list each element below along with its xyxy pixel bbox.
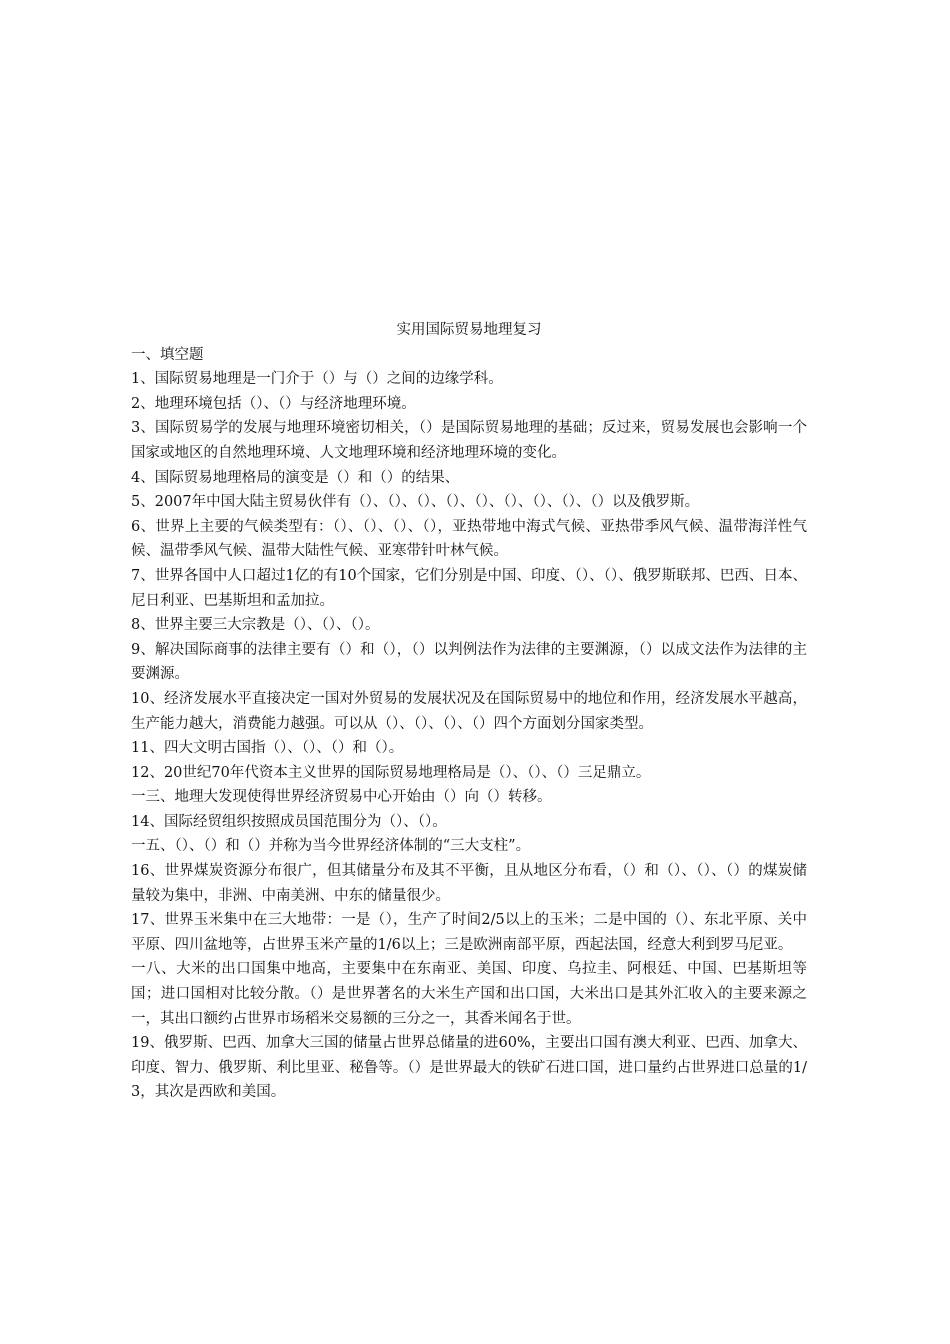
document-body	[131, 318, 807, 1105]
question-3: 3、国际贸易学的发展与地理环境密切相关，（）是国际贸易地理的基础；反过来，贸易发展也会影响一个国家或地区的自然地理环境、人文地理环境和经济地理环境的变化。	[131, 420, 807, 461]
question-6: 6、世界上主要的气候类型有：（）、（）、（）、（），亚热带地中海式气候、亚热带季风气候、温带海洋性气候、温带季风气候、温带大陆性气候、亚寒带针叶林气候。	[131, 518, 807, 560]
question-14: 14、国际经贸组织按照成员国范围分为（）、（）。	[131, 813, 447, 830]
question-8: 8、世界主要三大宗教是（）、（）、（）。	[131, 617, 380, 634]
question-9: 9、解决国际商事的法律主要有（）和（），（）以判例法作为法律的主要渊源，（）以成文法作为法律的主要渊源。	[131, 641, 807, 683]
question-11: 11、四大文明古国指（）、（）、（）和（）。	[131, 740, 404, 757]
section-heading: 一、填空题	[131, 346, 204, 363]
document-title: 实用国际贸易地理复习	[396, 322, 542, 338]
question-16: 16、世界煤炭资源分布很广，但其储量分布及其不平衡，且从地区分布看，（）和（）、（）、（）的煤炭储量较为集中，非洲、中南美洲、中东的储量很少。	[131, 863, 807, 904]
question-18: 一八、大米的出口国集中地高，主要集中在东南亚、美国、印度、乌拉圭、阿根廷、中国、巴基斯坦等国；进口国相对比较分散。（）是世界著名的大米生产国和出口国，大米出口是其外汇收入的主要来源之一，其出口额约占世界市场稻米交易额的三分之一，其香米闻名于世。	[131, 961, 807, 1027]
question-13: 一三、地理大发现使得世界经济贸易中心开始由（）向（）转移。	[131, 789, 552, 806]
question-15: 一五、（）、（）和（）并称为当今世界经济体制的“三大支柱”。	[131, 838, 531, 855]
question-17: 17、世界玉米集中在三大地带：一是（），生产了时间2/5以上的玉米；二是中国的（）、东北平原、关中平原、四川盆地等，占世界玉米产量的1/6以上；三是欧洲南部平原，西起法国，经意大利到罗马尼亚。	[131, 912, 807, 953]
question-10: 10、经济发展水平直接决定一国对外贸易的发展状况及在国际贸易中的地位和作用，经济发展水平越高，生产能力越大，消费能力越强。可以从（）、（）、（）、（）四个方面划分国家类型。	[131, 690, 807, 732]
question-4: 4、国际贸易地理格局的演变是（）和（）的结果、	[131, 469, 460, 486]
question-1: 1、国际贸易地理是一门介于（）与（）之间的边缘学科。	[131, 371, 503, 388]
question-2: 2、地理环境包括（）、（）与经济地理环境。	[131, 395, 416, 412]
question-12: 12、20世纪70年代资本主义世界的国际贸易地理格局是（）、（）、（）三足鼎立。	[131, 764, 651, 781]
question-5: 5、2007年中国大陆主贸易伙伴有（）、（）、（）、（）、（）、（）、（）、（）、（）以及俄罗斯。	[131, 494, 700, 511]
question-19: 19、俄罗斯、巴西、加拿大三国的储量占世界总储量的进60%，主要出口国有澳大利亚、巴西、加拿大、印度、智力、俄罗斯、利比里亚、秘鲁等。（）是世界最大的铁矿石进口国，进口量约占世界进口总量的1/3，其次是西欧和美国。	[131, 1035, 807, 1101]
question-7: 7、世界各国中人口超过1亿的有10个国家，它们分别是中国、印度、（）、（）、俄罗斯联邦、巴西、日本、尼日利亚、巴基斯坦和孟加拉。	[131, 567, 807, 609]
